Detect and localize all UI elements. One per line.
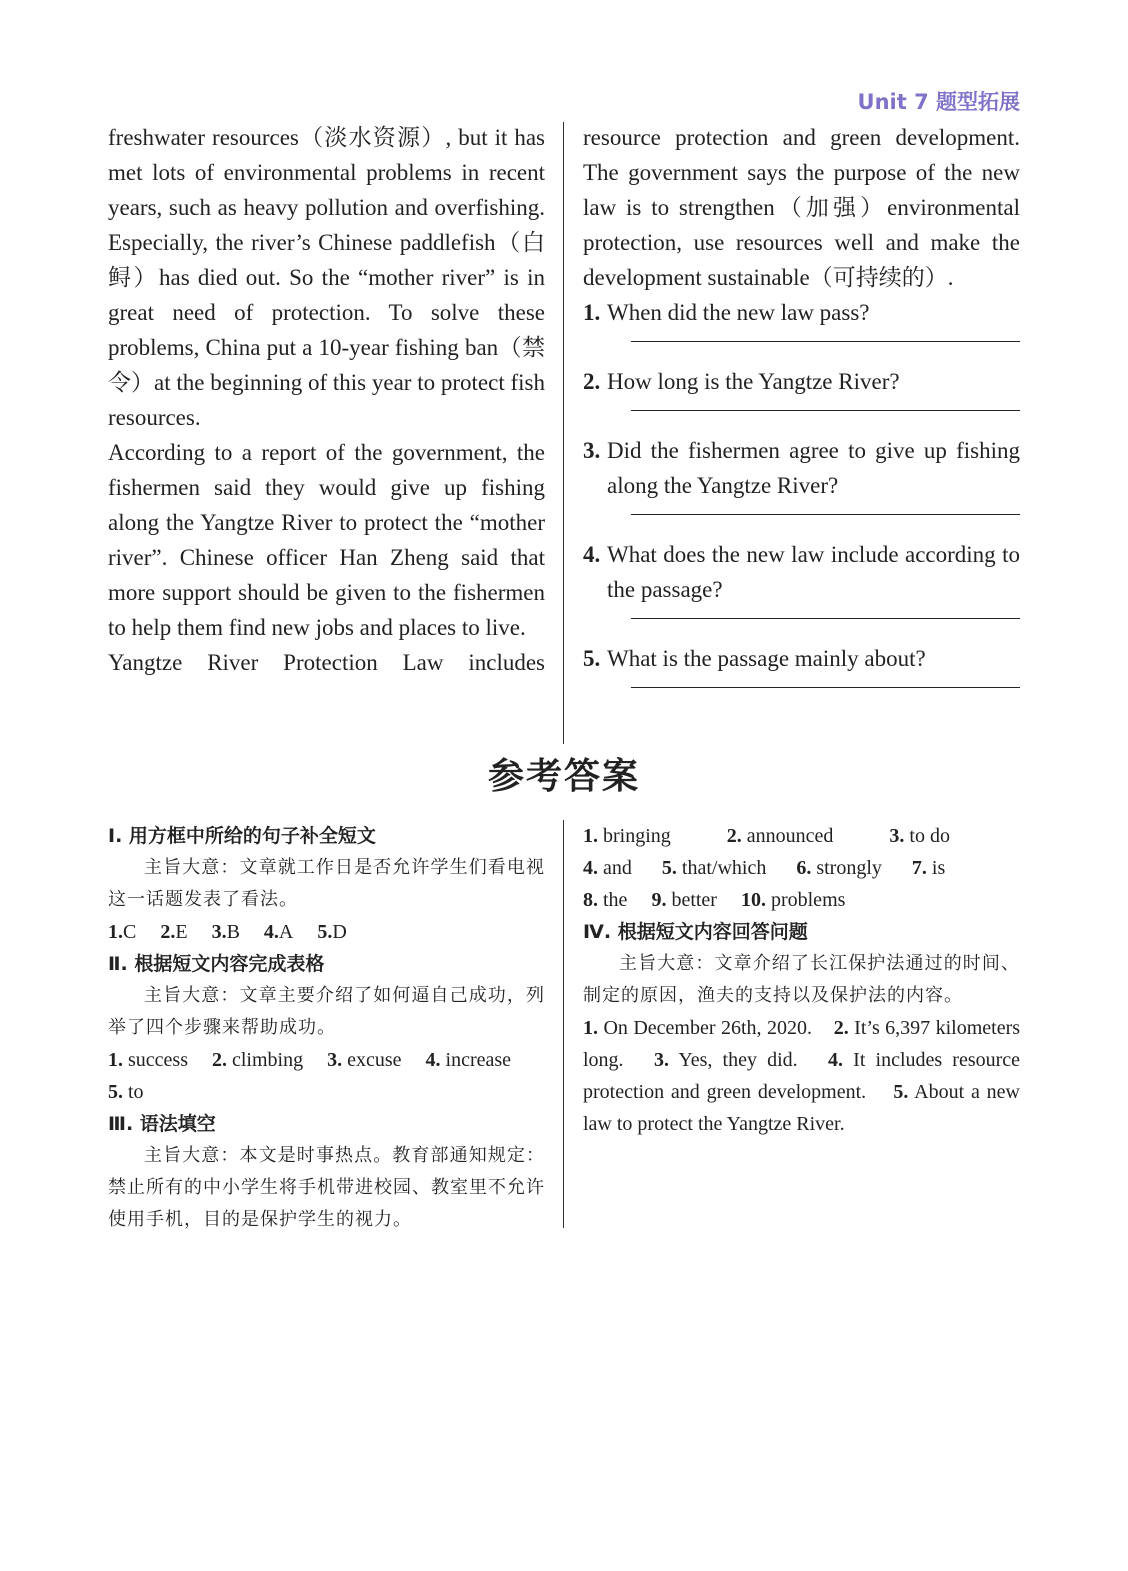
passage-paragraph: Yangtze River Protection Law includes xyxy=(108,650,545,675)
question-number: 2. xyxy=(583,369,601,394)
answer-item: 10. problems xyxy=(740,889,846,911)
passage-paragraph: freshwater resources（淡水资源）, but it has met lots of environmental problems in recent years, such as heavy pollution and overfishing. Especially, the river’s Chinese paddlefish（白鲟）has died out. So the “mother river” is in great need of protection. To solve these problems, China put a 10-year fishing ban（禁令）at the beginning of this year to protect fish resources. xyxy=(108,125,545,430)
section-summary: 主旨大意：文章介绍了长江保护法通过的时间、制定的原因，渔夫的支持以及保护法的内容。 xyxy=(583,953,1020,1006)
answer-row xyxy=(583,852,1020,884)
answer-key-right-column xyxy=(583,820,1020,1140)
answer-key-title: 参考答案 xyxy=(487,756,640,797)
answer-item: 6. strongly xyxy=(796,857,882,879)
answer-line[interactable] xyxy=(631,341,1020,342)
answer-item: 2. climbing xyxy=(211,1049,304,1071)
answer-paragraph xyxy=(583,1012,1020,1140)
answer-key-left-column xyxy=(108,820,545,1236)
answer-item: 3.B xyxy=(211,921,240,943)
question-item xyxy=(583,433,1020,515)
answer-item: 2. It’s 6,397 kilometers long. xyxy=(583,1017,1021,1071)
answer-line[interactable] xyxy=(631,410,1020,411)
question-list xyxy=(583,295,1020,688)
question-text: What is the passage mainly about? xyxy=(607,646,926,671)
section-heading: Ⅳ. 根据短文内容回答问题 xyxy=(583,921,808,943)
section-label: 题型拓展 xyxy=(936,90,1020,114)
answer-item: 3. to do xyxy=(889,825,950,847)
passage-left-column xyxy=(108,120,545,680)
question-number: 5. xyxy=(583,646,601,671)
answer-item: 7. is xyxy=(911,857,946,879)
question-number: 3. xyxy=(583,438,601,463)
question-item xyxy=(583,641,1020,688)
question-number: 1. xyxy=(583,300,601,325)
answer-row xyxy=(583,820,1020,852)
answer-item: 4. It includes resource protection and green development. xyxy=(583,1049,1021,1103)
passage-paragraph: resource protection and green development. The government says the purpose of the new law is to strengthen（加强）environmental protection, use resources well and make the development sustainable（可持续的）. xyxy=(583,125,1020,290)
passage-right-column xyxy=(583,120,1020,688)
column-divider-top xyxy=(563,122,564,744)
answer-item: 2. announced xyxy=(726,825,834,847)
answer-item: 5. About a new law to protect the Yangtze River. xyxy=(583,1081,1020,1135)
answer-item: 9. better xyxy=(651,889,717,911)
answer-item: 3. excuse xyxy=(327,1049,402,1071)
question-text: How long is the Yangtze River? xyxy=(607,369,900,394)
answer-line[interactable] xyxy=(631,618,1020,619)
question-item xyxy=(583,295,1020,342)
question-text: Did the fishermen agree to give up fishing along the Yangtze River? xyxy=(607,438,1020,498)
column-divider-bottom xyxy=(563,820,564,1228)
answer-item: 3. Yes, they did. xyxy=(653,1049,798,1071)
answer-item: 4. increase xyxy=(425,1049,512,1071)
section-heading: Ⅲ. 语法填空 xyxy=(108,1113,216,1135)
answer-item: 1.C xyxy=(108,921,137,943)
question-item xyxy=(583,364,1020,411)
answer-item: 1. success xyxy=(108,1049,188,1071)
section-heading: Ⅱ. 根据短文内容完成表格 xyxy=(108,953,325,975)
answer-item: 5. to xyxy=(108,1081,144,1103)
answer-row xyxy=(108,1044,545,1108)
answer-item: 4.A xyxy=(263,921,294,943)
section-summary: 主旨大意：文章就工作日是否允许学生们看电视这一话题发表了看法。 xyxy=(108,857,545,910)
answer-item: 8. the xyxy=(583,889,628,911)
answer-row xyxy=(108,916,545,948)
answer-row xyxy=(583,884,1020,916)
section-summary: 主旨大意：文章主要介绍了如何逼自己成功，列举了四个步骤来帮助成功。 xyxy=(108,985,545,1038)
section-summary: 主旨大意：本文是时事热点。教育部通知规定：禁止所有的中小学生将手机带进校园、教室里不允许使用手机，目的是保护学生的视力。 xyxy=(108,1145,545,1230)
question-text: What does the new law include according to the passage? xyxy=(607,542,1020,602)
answer-item: 4. and xyxy=(583,857,632,879)
question-number: 4. xyxy=(583,542,601,567)
answer-item: 5.D xyxy=(317,921,347,943)
section-heading: Ⅰ. 用方框中所给的句子补全短文 xyxy=(108,825,376,847)
answer-line[interactable] xyxy=(631,687,1020,688)
passage-paragraph: According to a report of the government, the fishermen said they would give up fishing along the Yangtze River to protect the “mother river”. Chinese officer Han Zheng said that more support should be given to the fishermen to help them find new jobs and places to live. xyxy=(108,440,545,640)
answer-line[interactable] xyxy=(631,514,1020,515)
question-item xyxy=(583,537,1020,619)
answer-item: 2.E xyxy=(160,921,188,943)
answer-item: 5. that/which xyxy=(661,857,767,879)
unit-label: Unit 7 xyxy=(857,90,929,114)
unit-header xyxy=(858,86,1020,116)
answer-item: 1. On December 26th, 2020. xyxy=(583,1017,812,1039)
question-text: When did the new law pass? xyxy=(607,300,870,325)
answer-item: 1. bringing xyxy=(583,825,671,847)
